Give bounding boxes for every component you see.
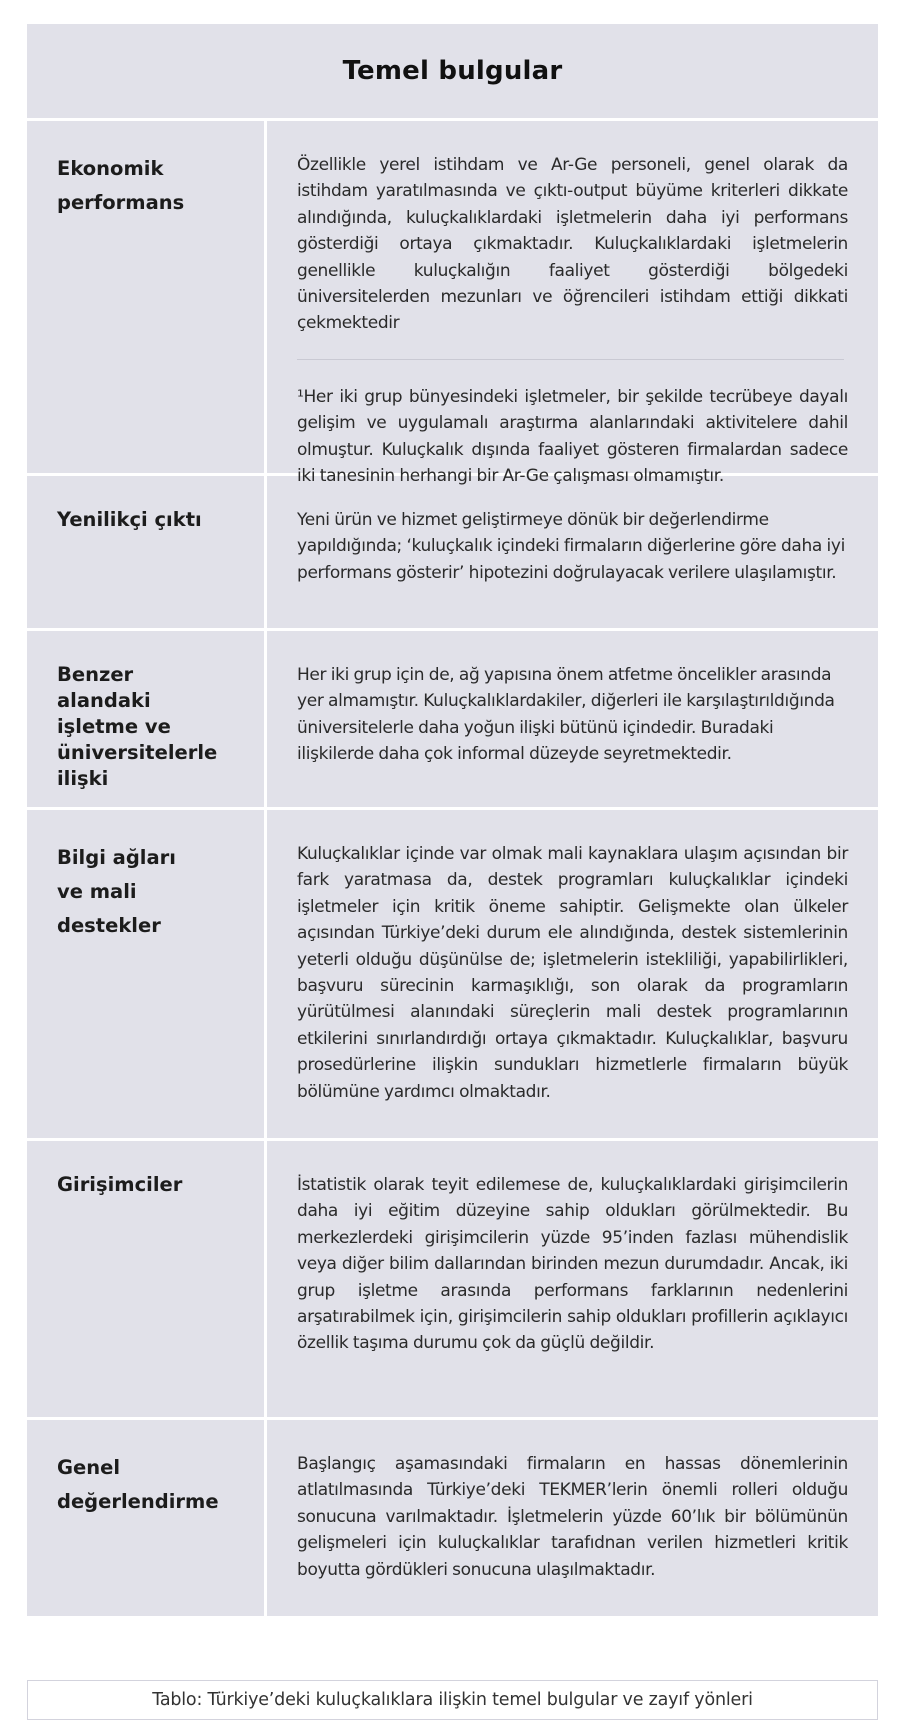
- row-paragraph: İstatistik olarak teyit edilemese de, kuluçkalıklardaki girişimcilerin daha iyi eğitim düzeyine sahip oldukları görülmektedir. Bu merkezlerdeki girişimcilerin yüzde 95’inden fazlası mühendislik veya diğer bilim dallarından birinden mezun durumdadır. Ancak, iki grup işletme arasında performans farklarının nedenlerini arşatırabilmek için, girişimcilerin sahip oldukları profillerin açıklayıcı özellik taşıma durumu çok da güçlü değildir.: [297, 1175, 848, 1354]
- row-label: Bilgi ağları ve mali destekler: [57, 846, 176, 937]
- row-content-cell: [267, 810, 878, 1138]
- row-label-cell: [27, 1420, 267, 1616]
- paragraph-divider: [297, 359, 844, 360]
- row-paragraph: Her iki grup için de, ağ yapısına önem atfetme öncelikler arasında yer almamıştır. Kuluçkalıklardakiler, diğerleri ile karşılaştırıldığında üniversitelerle daha yoğun ilişki bütünü içindedir. Buradaki ilişkilerde daha çok informal düzeyde seyretmektedir.: [297, 665, 835, 765]
- footnote-paragraph: ¹Her iki grup bünyesindeki işletmeler, bir şekilde tecrübeye dayalı gelişim ve uygulamalı araştırma alanlarındaki aktivitelere dahil olmuştur. Kuluçkalık dışında faaliyet gösteren firmalardan sadece iki tanesinin herhangi bir Ar-Ge çalışması olmamıştır.: [297, 386, 848, 487]
- row-label: Genel değerlendirme: [57, 1456, 219, 1513]
- row-label-cell: [27, 1141, 267, 1417]
- table-row: [27, 1141, 878, 1420]
- row-label-cell: [27, 631, 267, 807]
- row-label-cell: [27, 121, 267, 473]
- row-paragraph: Yeni ürün ve hizmet geliştirmeye dönük bir değerlendirme yapıldığında; ‘kuluçkalık içindeki firmaların diğerlerine göre daha iyi performans gösterir’ hipotezini doğrulayacak verilere ulaşılamıştır.: [297, 510, 845, 583]
- table-row: [27, 631, 878, 810]
- findings-table: [27, 24, 878, 1616]
- table-caption: Tablo: Türkiye’deki kuluçkalıklara ilişkin temel bulgular ve zayıf yönleri: [152, 1690, 753, 1710]
- table-row: [27, 121, 878, 487]
- row-content-cell: [267, 476, 878, 628]
- row-paragraph: Özellikle yerel istihdam ve Ar-Ge personeli, genel olarak da istihdam yaratılmasında ve çıktı-output büyüme kriterleri dikkate alındığında, kuluçkalıklardaki işletmelerin daha iyi performans gösterdiği ortaya çıkmaktadır. Kuluçkalıklardaki işletmelerin genellikle kuluçkalığın faaliyet gösterdiği bölgedeki üniversitelerden mezunları ve öğrencileri istihdam ettiği dikkati çekmektedir: [297, 155, 848, 334]
- row-label-cell: [27, 476, 267, 628]
- row-paragraph: Kuluçkalıklar içinde var olmak mali kaynaklara ulaşım açısından bir fark yaratmasa da, destek programları kuluçkalıklar içindeki işletmeler için kritik öneme sahiptir. Gelişmekte olan ülkeler açısından Türkiye’deki durum ele alındığında, destek sistemlerinin yeterli olduğu düşünülse de; işletmelerin istekliliği, yapabilirlikleri, başvuru sürecinin karmaşıklığı, son olarak da programların yürütülmesi alanındaki süreçlerin mali destek programlarının etkilerini sınırlandırdığı ortaya çıkmaktadır. Kuluçkalıklar, başvuru prosedürlerine ilişkin sundukları hizmetlerle firmaların büyük bölümüne yardımcı olmaktadır.: [297, 844, 848, 1102]
- table-row: [27, 1420, 878, 1616]
- row-content-cell: [267, 1141, 878, 1417]
- row-label: Girişimciler: [57, 1173, 183, 1196]
- table-row: [27, 810, 878, 1141]
- row-label: Yenilikçi çıktı: [57, 508, 202, 531]
- row-label: Benzer alandaki işletme ve üniversitelerle ilişki: [57, 663, 218, 790]
- table-header: [27, 24, 878, 121]
- row-content-cell: [267, 631, 878, 807]
- row-label: Ekonomik performans: [57, 157, 185, 214]
- table-title: Temel bulgular: [342, 56, 563, 86]
- row-paragraph: Başlangıç aşamasındaki firmaların en hassas dönemlerinin atlatılmasında Türkiye’deki TEKMER’lerin önemli rolleri olduğu sonucuna varılmaktadır. İşletmelerin yüzde 60’lık bir bölümünün gelişmeleri için kuluçkalıklar tarafıdnan verilen hizmetleri kritik boyutta gördükleri sonucuna ulaşılmaktadır.: [297, 1454, 848, 1580]
- row-content-cell: [267, 1420, 878, 1616]
- row-content-cell: [267, 121, 878, 487]
- table-caption-box: [27, 1680, 878, 1720]
- table-row: [27, 476, 878, 631]
- row-label-cell: [27, 810, 267, 1138]
